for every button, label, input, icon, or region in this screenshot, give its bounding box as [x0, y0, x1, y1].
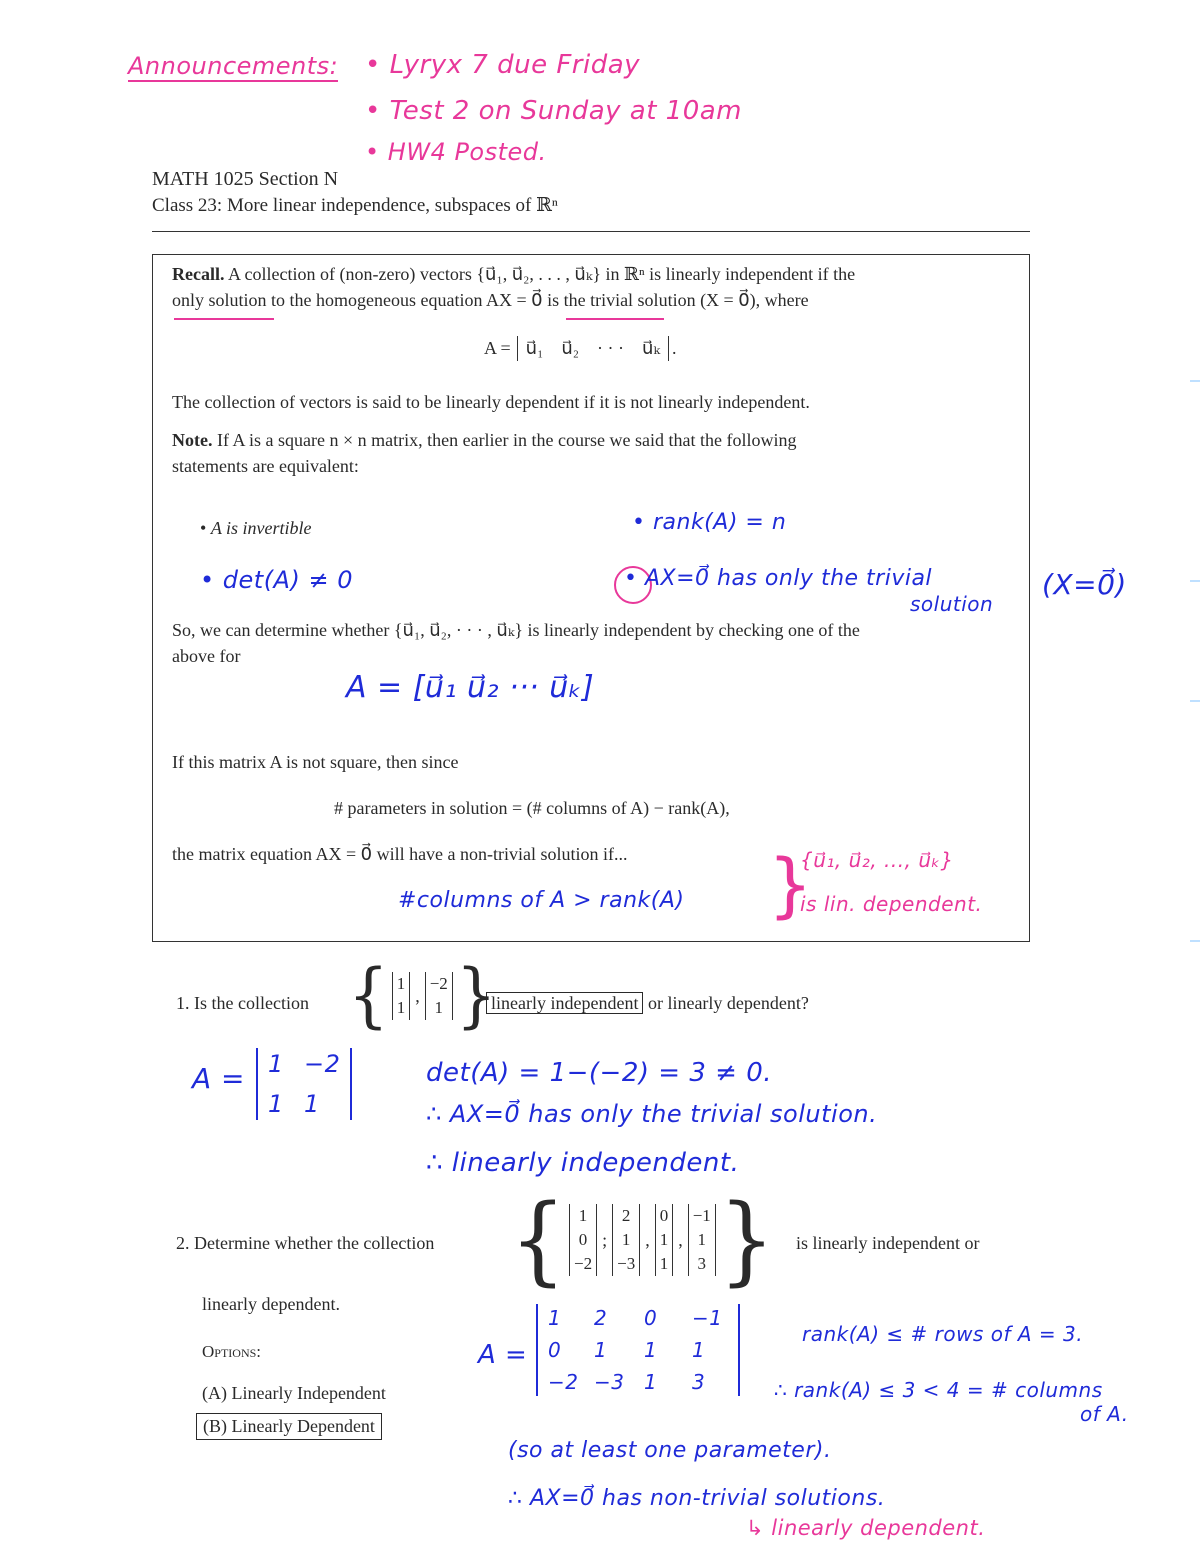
- q1-options: linearly independent or linearly dependent?: [486, 993, 809, 1014]
- q2-hand-of-A: of A.: [1080, 1402, 1129, 1426]
- hand-solution: solution: [910, 592, 994, 616]
- q1-vector: 1 1: [392, 972, 411, 1020]
- q1-vector-set: { 1 1 , −2 1 }: [348, 955, 497, 1037]
- q2-hand-dependent: ↳ linearly dependent.: [746, 1516, 986, 1540]
- q1-hand-det: det(A) = 1−(−2) = 3 ≠ 0.: [426, 1058, 773, 1088]
- hand-A-columns: A = [u⃗₁ u⃗₂ ··· u⃗ₖ]: [346, 670, 595, 705]
- margin-mark: [1190, 700, 1200, 702]
- q1-option-independent[interactable]: linearly independent: [486, 992, 643, 1014]
- q1-hand-A: A =: [192, 1062, 246, 1095]
- q2-options-label: Options:: [202, 1342, 262, 1361]
- announcement-item: • Lyryx 7 due Friday: [365, 50, 641, 80]
- q2-vector-set: { 1 0 −2 ; 2 1 −3 , 0 1 1 , −1 1 3 }: [510, 1182, 775, 1297]
- hand-brace: }: [768, 844, 813, 926]
- hand-lin-dep: is lin. dependent.: [800, 892, 983, 916]
- highlight-underline: [174, 318, 274, 320]
- params-equation: # parameters in solution = (# columns of A) − rank(A),: [334, 798, 730, 818]
- recall-matrix: A = u⃗₁ u⃗₂ · · · u⃗ₖ .: [484, 336, 677, 361]
- announcement-item: • HW4 Posted.: [365, 138, 547, 166]
- so-line1: So, we can determine whether {u⃗₁, u⃗₂, · · · , u⃗ₖ} is linearly independent by checking one of the: [172, 620, 860, 640]
- q2-rest2: linearly dependent.: [202, 1294, 340, 1314]
- q1-hand-trivial: ∴ AX=0⃗ has only the trivial solution.: [426, 1100, 878, 1128]
- q2-hand-parameter: (so at least one parameter).: [508, 1438, 832, 1463]
- recall-line2: only solution to the homogeneous equation AX = 0⃗ is the trivial solution (X = 0⃗), where: [172, 290, 809, 310]
- q2-prompt: 2. Determine whether the collection: [176, 1233, 435, 1253]
- hand-x-eq-0: (X=0⃗): [1042, 568, 1127, 601]
- q1-vector: −2 1: [425, 972, 453, 1020]
- hand-det-nonzero: • det(A) ≠ 0: [200, 566, 353, 594]
- q2-hand-nontrivial: ∴ AX=0⃗ has non-trivial solutions.: [508, 1486, 886, 1511]
- q2-vector: −1 1 3: [688, 1204, 716, 1276]
- hand-vector-set: {u⃗₁, u⃗₂, ..., u⃗ₖ}: [800, 848, 954, 872]
- recall-line1: Recall. A collection of (non-zero) vectors {u⃗₁, u⃗₂, . . . , u⃗ₖ} in ℝⁿ is linearly independent if the: [172, 264, 856, 284]
- q2-option-b[interactable]: (B) Linearly Dependent: [196, 1413, 382, 1440]
- margin-mark: [1190, 580, 1200, 582]
- q2-hand-rank-cols: ∴ rank(A) ≤ 3 < 4 = # columns: [774, 1378, 1103, 1402]
- hand-cols-gt-rank: #columns of A > rank(A): [398, 888, 685, 913]
- recall-dependent: The collection of vectors is said to be linearly dependent if it is not linearly independent.: [172, 392, 810, 412]
- so-line2: above for: [172, 646, 241, 666]
- q2-vector: 2 1 −3: [612, 1204, 640, 1276]
- q2-rest: is linearly independent or: [796, 1233, 980, 1253]
- announcement-item: • Test 2 on Sunday at 10am: [365, 96, 743, 126]
- highlight-underline: [566, 318, 664, 320]
- q2-hand-rank-rows: rank(A) ≤ # rows of A = 3.: [802, 1322, 1084, 1346]
- header-rule: [152, 231, 1030, 232]
- class-title: Class 23: More linear independence, subspaces of ℝⁿ: [152, 195, 558, 216]
- margin-mark: [1190, 380, 1200, 382]
- note-line2: statements are equivalent:: [172, 456, 359, 476]
- q2-hand-A: A =: [478, 1340, 528, 1370]
- bullet-invertible: • A is invertible: [200, 518, 312, 538]
- announcements-label: Announcements:: [128, 52, 339, 80]
- course-title: MATH 1025 Section N: [152, 168, 339, 190]
- q2-option-a[interactable]: (A) Linearly Independent: [202, 1383, 386, 1403]
- q2-vector: 0 1 1: [655, 1204, 674, 1276]
- hand-rank-n: • rank(A) = n: [632, 510, 787, 535]
- q1-hand-matrix: 1 −2 1 1: [256, 1048, 352, 1120]
- nontrivial-line: the matrix equation AX = 0⃗ will have a non-trivial solution if...: [172, 844, 628, 864]
- q2-vector: 1 0 −2: [569, 1204, 597, 1276]
- notsquare-line: If this matrix A is not square, then since: [172, 752, 459, 772]
- margin-mark: [1190, 940, 1200, 942]
- hand-ax0-only: • AX=0⃗ has only the trivial: [624, 566, 933, 591]
- q2-hand-matrix: 1 2 0 −1 0 1 1 1 −2 −3 1 3: [536, 1304, 740, 1396]
- note-line1: Note. If A is a square n × n matrix, then earlier in the course we said that the following: [172, 430, 797, 450]
- q1-hand-independent: ∴ linearly independent.: [426, 1148, 740, 1178]
- q1-prompt: 1. Is the collection: [176, 993, 309, 1013]
